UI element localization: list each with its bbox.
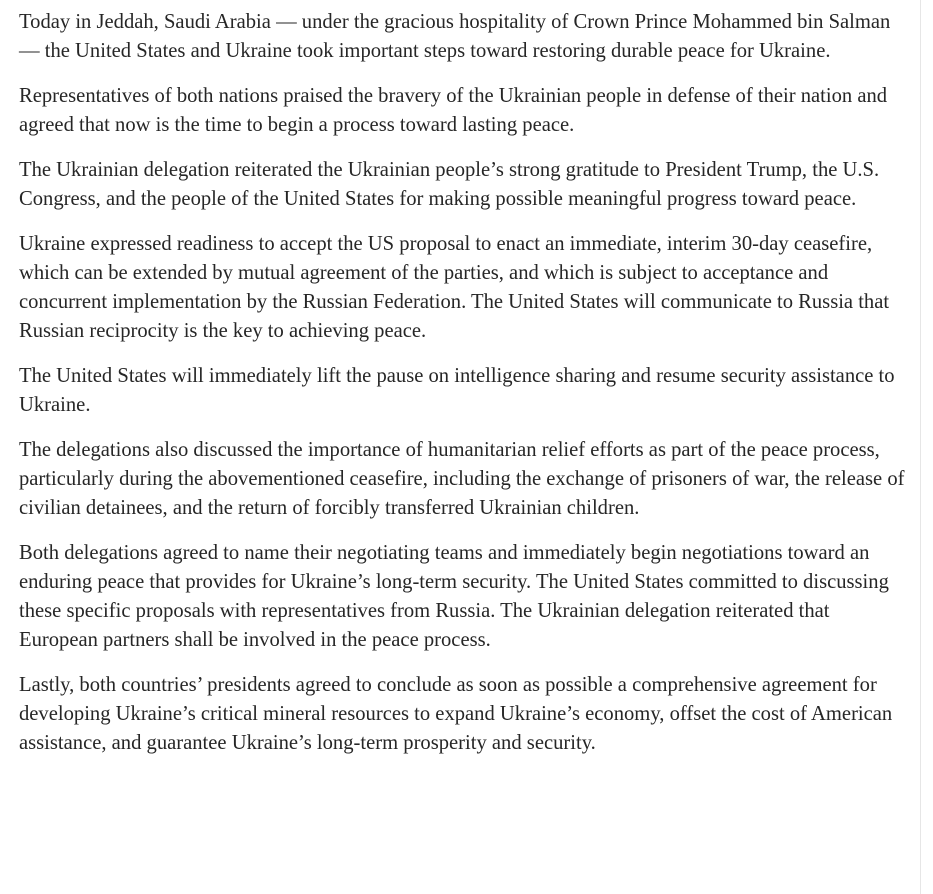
paragraph-bravery: Representatives of both nations praised the bravery of the Ukrainian people in defense of their nation and agreed that now is the time to begin a process toward lasting peace. xyxy=(19,85,888,136)
paragraph-jeddah-talks: Today in Jeddah, Saudi Arabia — under the gracious hospitality of Crown Prince Mohammed bin Salman — the United States and Ukraine took important steps toward restoring durable peace for Ukraine. xyxy=(19,11,891,62)
paragraph-humanitarian-relief: The delegations also discussed the importance of humanitarian relief efforts as part of the peace process, particularly during the abovementioned ceasefire, including the exchange of prisoners of war, the release of civilian detainees, and the return of forcibly transferred Ukrainian children. xyxy=(19,439,905,519)
paragraph-ceasefire: Ukraine expressed readiness to accept the US proposal to enact an immediate, interim 30-day ceasefire, which can be extended by mutual agreement of the parties, and which is subject to acceptance and concurrent implementation by the Russian Federation. The United States will communicate to Russia that Russian reciprocity is the key to achieving peace. xyxy=(19,233,890,342)
paragraph-gratitude: The Ukrainian delegation reiterated the Ukrainian people’s strong gratitude to President Trump, the U.S. Congress, and the people of the United States for making possible meaningful progress toward peace. xyxy=(19,159,880,210)
paragraph-critical-minerals: Lastly, both countries’ presidents agreed to conclude as soon as possible a comprehensive agreement for developing Ukraine’s critical mineral resources to expand Ukraine’s economy, offset the cost of American assistance, and guarantee Ukraine’s long-term prosperity and security. xyxy=(19,674,893,754)
article-body xyxy=(19,8,913,758)
paragraph-intelligence-sharing: The United States will immediately lift the pause on intelligence sharing and resume security assistance to Ukraine. xyxy=(19,365,895,416)
right-edge-divider xyxy=(920,0,921,894)
paragraph-negotiating-teams: Both delegations agreed to name their negotiating teams and immediately begin negotiations toward an enduring peace that provides for Ukraine’s long-term security. The United States committed to discussing these specific proposals with representatives from Russia. The Ukrainian delegation reiterated that European partners shall be involved in the peace process. xyxy=(19,542,889,651)
